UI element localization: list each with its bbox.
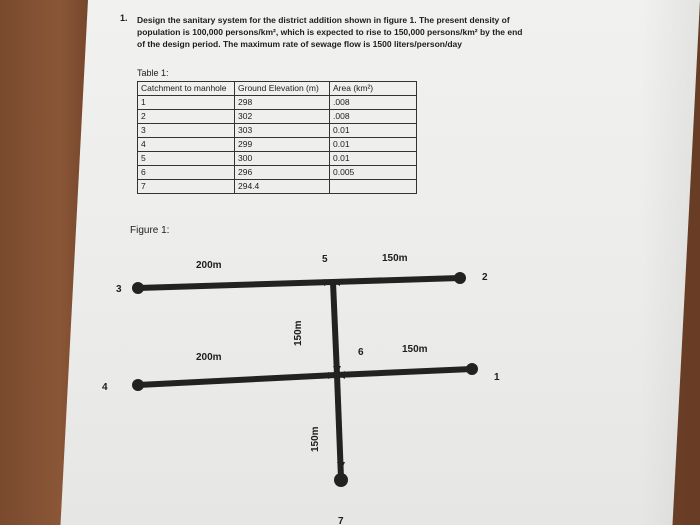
- length-label-3-5: 200m: [196, 260, 222, 271]
- cell-area: .008: [330, 96, 417, 110]
- cell-manhole: 6: [138, 166, 235, 180]
- node-label-4: 4: [102, 382, 108, 393]
- cell-area: 0.01: [330, 152, 417, 166]
- length-label-6-1: 150m: [402, 344, 428, 355]
- manhole-1-marker: [466, 363, 478, 375]
- question-line-2: population is 100,000 persons/km², which is expected to rise to 150,000 persons/km² by the end: [137, 27, 523, 37]
- cell-elevation: 296: [235, 166, 330, 180]
- cell-elevation: 298: [235, 96, 330, 110]
- length-label-5-6: 150m: [293, 320, 304, 346]
- pipe-4-6: [138, 375, 336, 385]
- cell-elevation: 294.4: [235, 180, 330, 194]
- cell-manhole: 5: [138, 152, 235, 166]
- cell-area: .008: [330, 110, 417, 124]
- col-header-area: Area (km²): [330, 82, 417, 96]
- cell-manhole: 4: [138, 138, 235, 152]
- cell-elevation: 299: [235, 138, 330, 152]
- node-label-7: 7: [338, 516, 344, 525]
- cell-manhole: 1: [138, 96, 235, 110]
- length-label-4-6: 200m: [196, 352, 222, 363]
- pipe-3-5: [138, 282, 332, 288]
- length-label-5-2: 150m: [382, 253, 408, 264]
- manhole-7-marker: [334, 473, 348, 487]
- node-label-6: 6: [358, 347, 364, 358]
- cell-manhole: 7: [138, 180, 235, 194]
- cell-manhole: 2: [138, 110, 235, 124]
- cell-area: 0.005: [330, 166, 417, 180]
- question-line-1: Design the sanitary system for the district addition shown in figure 1. The present density of: [137, 15, 510, 25]
- cell-elevation: 300: [235, 152, 330, 166]
- cell-manhole: 3: [138, 124, 235, 138]
- pipe-6-1: [336, 369, 472, 375]
- question-line-3: of the design period. The maximum rate of sewage flow is 1500 liters/person/day: [137, 39, 462, 49]
- table-title: Table 1:: [137, 68, 169, 78]
- node-label-5: 5: [322, 254, 328, 265]
- cell-elevation: 303: [235, 124, 330, 138]
- manhole-3-marker: [132, 282, 144, 294]
- node-label-1: 1: [494, 372, 500, 383]
- pipe-5-6: [333, 282, 337, 375]
- manhole-2-marker: [454, 272, 466, 284]
- cell-area: 0.01: [330, 124, 417, 138]
- figure-title: Figure 1:: [130, 225, 170, 236]
- cell-area: 0.01: [330, 138, 417, 152]
- col-header-manhole: Catchment to manhole: [138, 82, 235, 96]
- node-label-2: 2: [482, 272, 488, 283]
- manhole-4-marker: [132, 379, 144, 391]
- col-header-elevation: Ground Elevation (m): [235, 82, 330, 96]
- length-label-6-7: 150m: [310, 426, 321, 452]
- pipe-5-2: [332, 278, 460, 282]
- node-label-3: 3: [116, 284, 122, 295]
- question-number: 1.: [120, 13, 128, 23]
- cell-elevation: 302: [235, 110, 330, 124]
